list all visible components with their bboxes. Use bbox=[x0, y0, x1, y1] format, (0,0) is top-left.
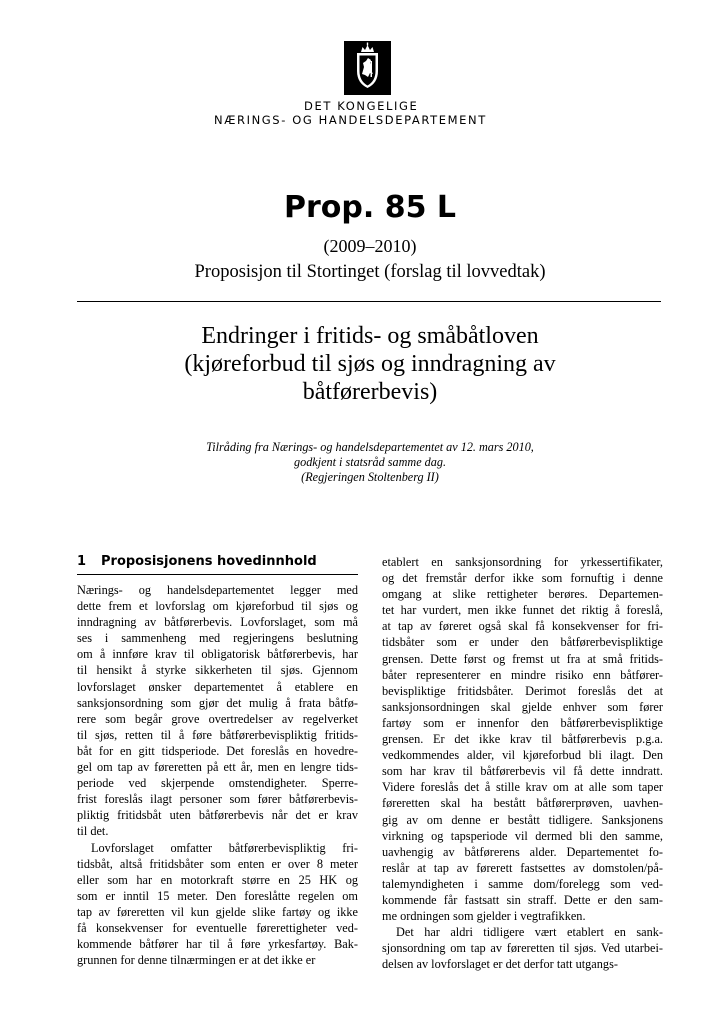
text-line: kommende får fastsatt sin straff. Dette er den sam- bbox=[382, 892, 663, 907]
text-line: eller som har en motorkraft større en 25 HK og bbox=[77, 872, 358, 887]
text-line: gel om tap av føreretten på ett år, men en lengre tids- bbox=[77, 760, 358, 775]
text-line: Videre foreslås det å stille krav om at alle som taper bbox=[382, 780, 663, 795]
text-line: til sjøs, retten til å føre båtførerbevispliktig fritids- bbox=[77, 727, 358, 742]
section-number: 1 bbox=[77, 554, 87, 569]
document-title bbox=[75, 322, 665, 406]
text-line: få konsekvenser for eventuelle førerettigheter ved- bbox=[77, 920, 358, 935]
section-divider bbox=[77, 574, 358, 575]
section-title: Proposisjonens hovedinnhold bbox=[101, 554, 317, 569]
text-line: delsen av lovforslaget er det derfor tatt utgangs- bbox=[382, 957, 618, 972]
title-divider bbox=[77, 301, 661, 302]
text-line: grunnen for denne tilnærmingen er at det ikke er bbox=[77, 953, 316, 968]
text-line: bevispliktige fritidsbåter. Derimot foreslås det at bbox=[382, 683, 663, 698]
text-line: båter representerer en mindre risiko enn båtfører- bbox=[382, 667, 663, 682]
text-line: pliktig fritidsbåt uten båtførerbevis når det er krav bbox=[77, 808, 358, 823]
document-title-line: (kjøreforbud til sjøs og inndragning av bbox=[184, 351, 556, 377]
recommendation-line: Tilråding fra Nærings- og handelsdepartementet av 12. mars 2010, bbox=[206, 440, 534, 454]
body-column-right bbox=[382, 554, 663, 972]
text-line: tet har vurdert, men ikke funnet det riktig å foreslå, bbox=[382, 603, 663, 618]
text-line: til hensikt å styrke sikkerheten til sjøs. Gjennom bbox=[77, 663, 358, 678]
text-line: inndragning av båtførerbevis. Lovforslaget, som må bbox=[77, 615, 358, 630]
proposition-subtitle: Proposisjon til Stortinget (forslag til lovvedtak) bbox=[194, 262, 546, 282]
text-line: Det har aldri tidligere vært etablert en sank- bbox=[396, 925, 663, 940]
text-line: grensen. Dette først og fremst ut fra at små fritids- bbox=[382, 651, 663, 666]
text-line: føreretten skal ha bestått båtførerprøven, uavhen- bbox=[382, 796, 663, 811]
text-line: til det. bbox=[77, 824, 109, 839]
document-title-line: båtførerbevis) bbox=[302, 379, 438, 405]
session-years: (2009–2010) bbox=[323, 236, 417, 256]
ministry-name-line-2: NÆRINGS- OG HANDELSDEPARTEMENT bbox=[214, 113, 487, 127]
text-line: tidsbåter som er under den båtførerbevispliktige bbox=[382, 635, 663, 650]
text-line: rere som begår grove overtredelser av regelverket bbox=[77, 711, 358, 726]
text-line: og det fremstår derfor ikke som fornuftig i denne bbox=[382, 571, 663, 586]
text-line: om å innføre krav til obligatorisk båtførerbevis, har bbox=[77, 647, 358, 662]
text-line: frist foreslås ilagt personer som fører båtførerbevis- bbox=[77, 792, 358, 807]
ministry-name-line-1: DET KONGELIGE bbox=[304, 99, 419, 113]
body-column-left bbox=[77, 582, 358, 968]
proposition-number: Prop. 85 L bbox=[283, 190, 457, 225]
text-line: grensen. Er det ikke krav til båtførerbevis p.g.a. bbox=[382, 732, 663, 747]
section-heading bbox=[77, 554, 317, 569]
text-line: sanksjonsordningen skal gjelde enhver som fører bbox=[382, 699, 663, 714]
text-line: kommende båtfører har til å føre yrkesfartøy. Bak- bbox=[77, 937, 358, 952]
text-line: uavhengig av båtførerens alder. Departementet fo- bbox=[382, 844, 663, 859]
recommendation-line: godkjent i statsråd samme dag. bbox=[294, 455, 446, 469]
text-line: omgang at slike rettigheter berøres. Departemen- bbox=[382, 587, 663, 602]
text-line: etablert en sanksjonsordning for yrkessertifikater, bbox=[382, 555, 663, 569]
text-line: sanksjonsordning som gjør det mulig å frata båtfø- bbox=[77, 695, 358, 710]
coat-of-arms-logo bbox=[344, 41, 391, 95]
text-line: Lovforslaget omfatter båtførerbevispliktig fri- bbox=[91, 840, 358, 855]
text-line: vedkommendes alder, vil kjøreforbud bli ilagt. Den bbox=[382, 748, 663, 763]
text-line: som er inntil 15 meter. Den foreslåtte regelen om bbox=[77, 888, 358, 903]
text-line: Nærings- og handelsdepartementet legger med bbox=[77, 583, 358, 597]
text-line: sjonsordning om tap av føreretten til sjøs. Ved utarbei- bbox=[382, 941, 663, 956]
text-line: periode ved skjerpende omstendigheter. Sperre- bbox=[77, 776, 358, 791]
text-line: som har krav til båtførerbevis vil få dette inndratt. bbox=[382, 764, 663, 779]
text-line: lovforslaget ønsker departementet å etablere en bbox=[77, 679, 358, 694]
text-line: tap av føreretten vil kun gjelde slike fartøy og ikke bbox=[77, 904, 358, 919]
text-line: tidsbåt, altså fritidsbåter som enten er over 8 meter bbox=[77, 856, 358, 871]
text-line: at tap av føreret også skal få konsekvenser for fri- bbox=[382, 619, 663, 634]
recommendation-line: (Regjeringen Stoltenberg II) bbox=[301, 470, 439, 484]
text-line: talemyndigheten i samme dom/forelegg som ved- bbox=[382, 876, 663, 891]
text-line: dette frem et lovforslag om kjøreforbud til sjøs og bbox=[77, 599, 358, 614]
text-line: gig av om denne er bestått tidligere. Sanksjonens bbox=[382, 812, 663, 827]
document-title-line: Endringer i fritids- og småbåtloven bbox=[201, 323, 539, 349]
text-line: reslår at tap av førerett fastsettes av domstolen/på- bbox=[382, 860, 663, 875]
text-line: me ordningen som gjelder i vegtrafikken. bbox=[382, 909, 586, 924]
text-line: båt for en gitt tidsperiode. Det foreslås en hovedre- bbox=[77, 743, 358, 758]
text-line: virkning og tapsperiode vil dermed bli den samme, bbox=[382, 828, 663, 843]
text-line: ses i sammenheng med regjeringens beslutning bbox=[77, 631, 358, 646]
text-line: fartøy som er innenfor den båtførerbevispliktige bbox=[382, 715, 663, 730]
